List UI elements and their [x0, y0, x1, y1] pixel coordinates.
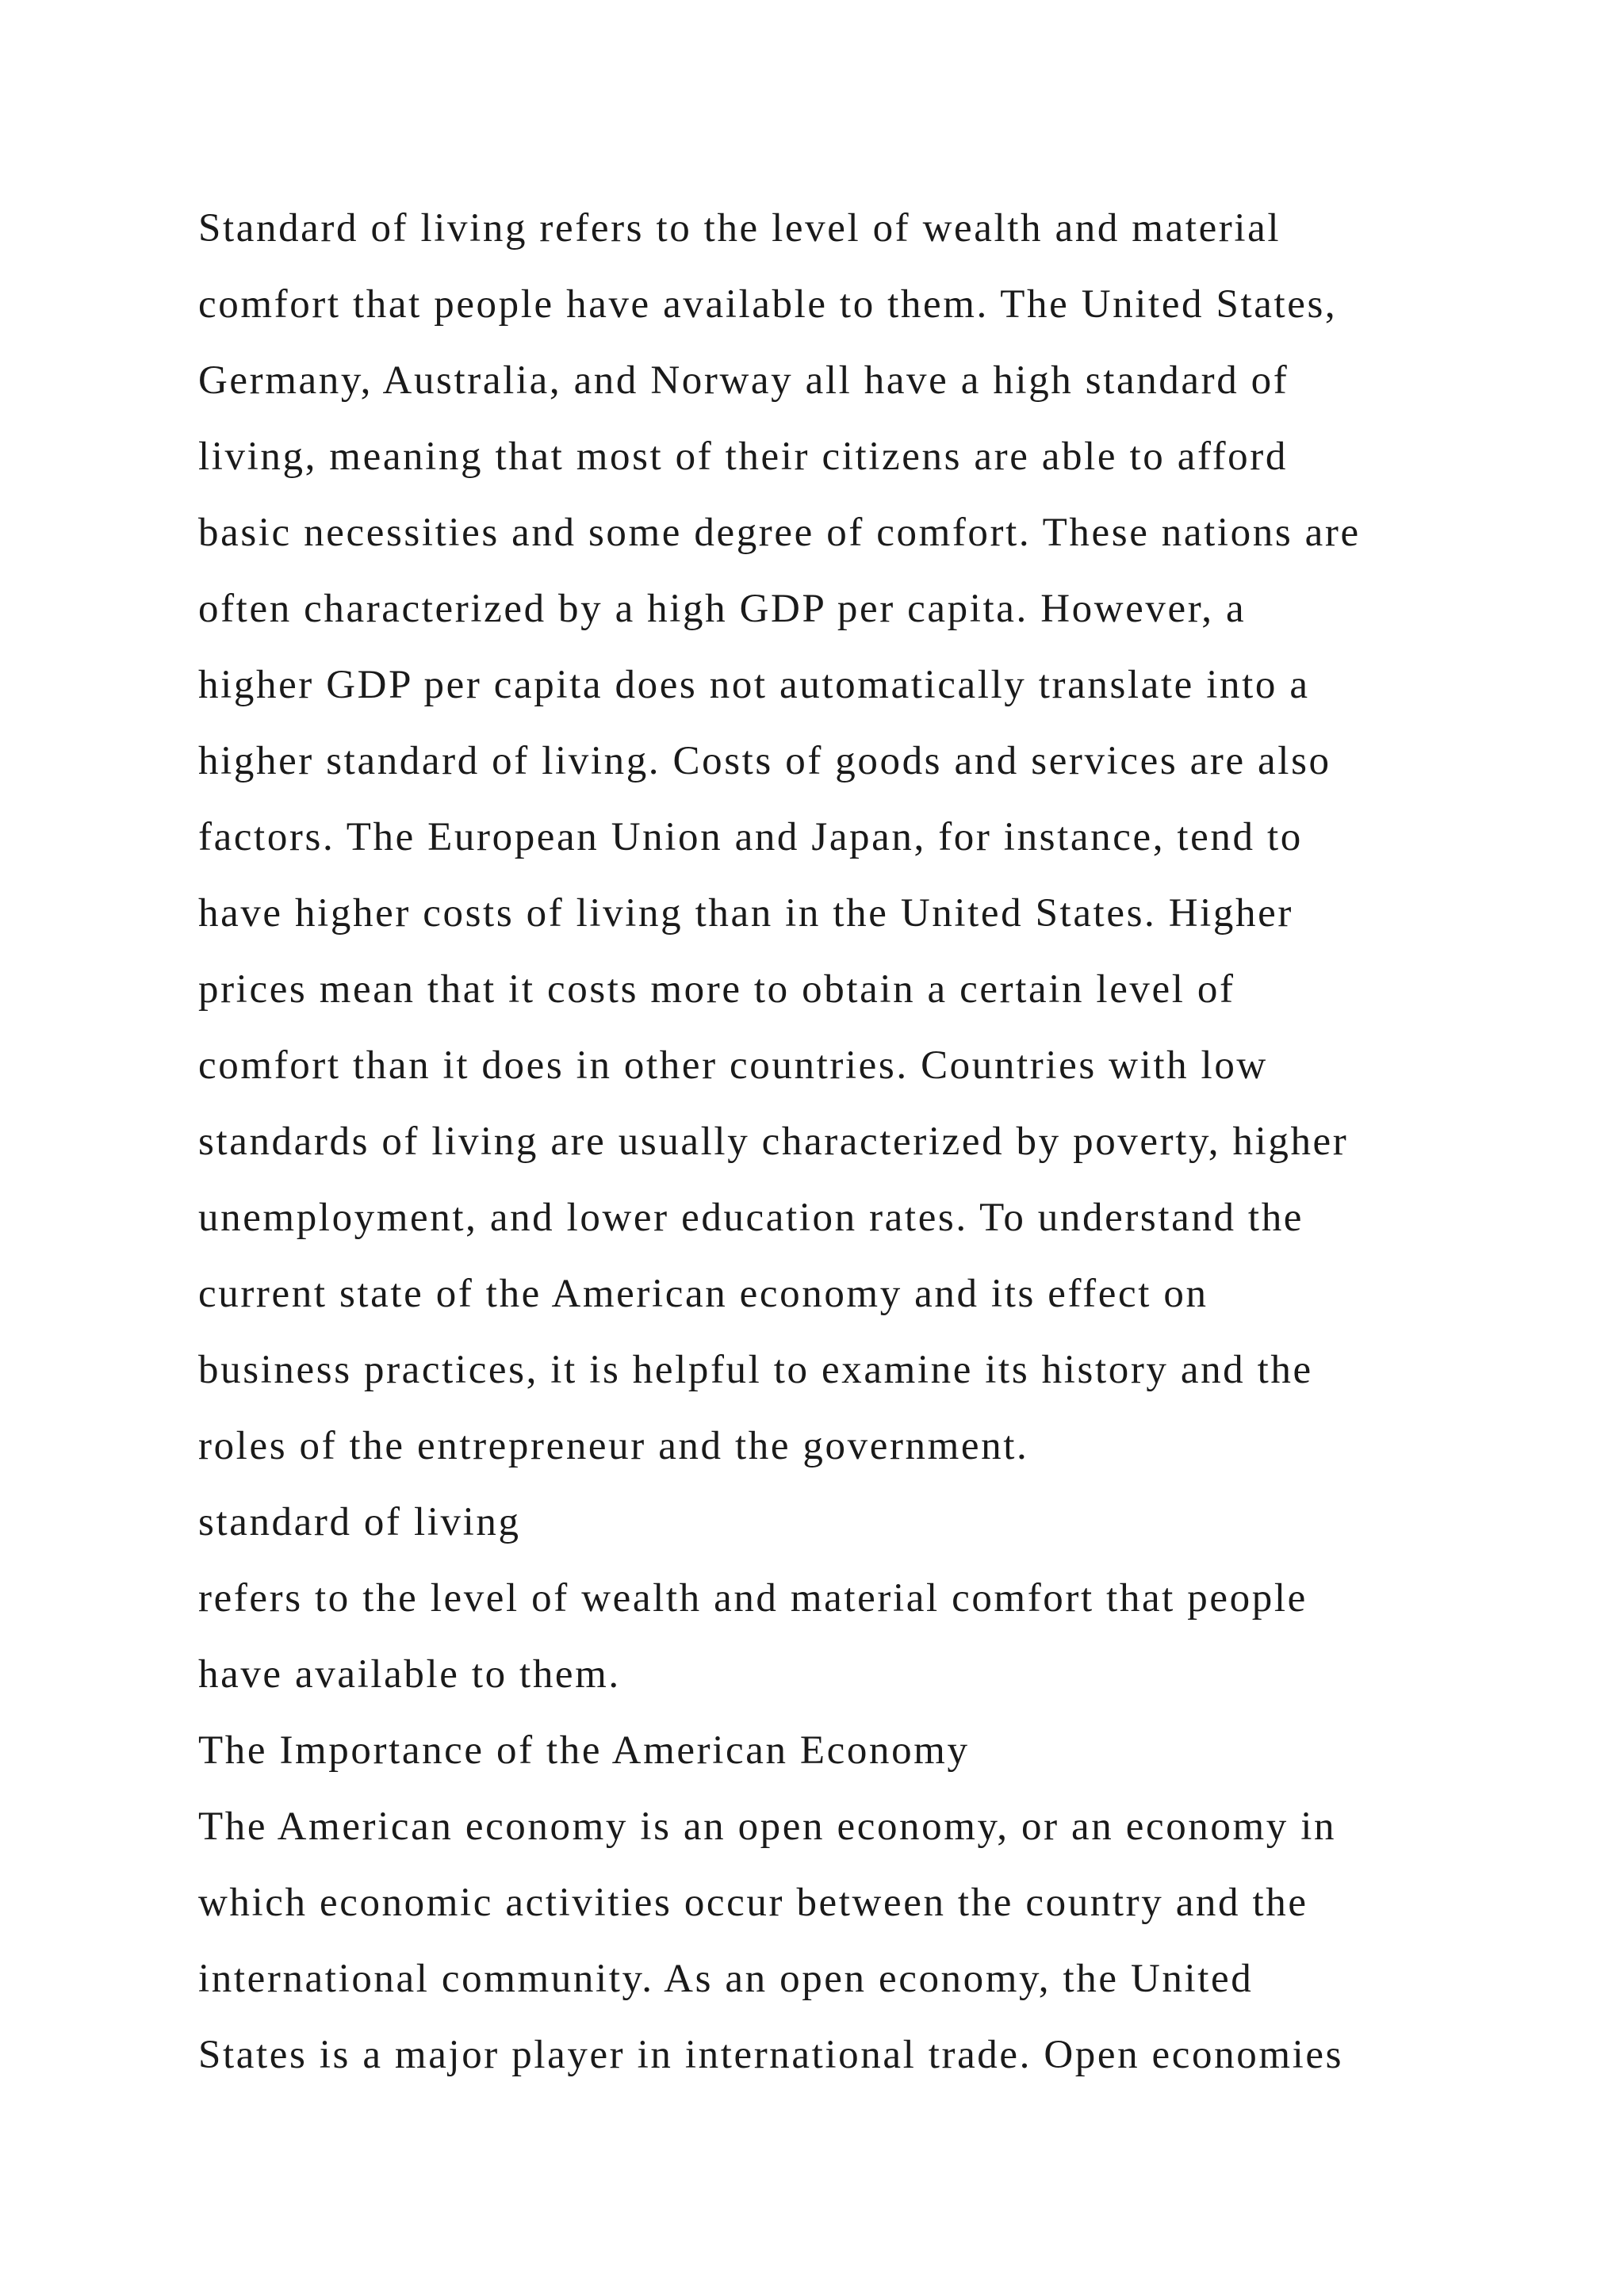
body-paragraph-line: Germany, Australia, and Norway all have a high standard of [198, 358, 1289, 403]
body-paragraph-line: comfort that people have available to them. The United States, [198, 282, 1338, 327]
body-paragraph-line: international community. As an open economy, the United [198, 1957, 1254, 2001]
body-paragraph-line: standards of living are usually characterized by poverty, higher [198, 1119, 1349, 1164]
body-paragraph-line: comfort than it does in other countries. Countries with low [198, 1043, 1268, 1088]
body-paragraph-line: living, meaning that most of their citizens are able to afford [198, 434, 1288, 479]
body-paragraph-line: current state of the American economy and its effect on [198, 1272, 1208, 1316]
body-paragraph-line: Standard of living refers to the level of wealth and material [198, 206, 1281, 251]
document-body [198, 190, 1515, 2093]
section-heading: The Importance of the American Economy [198, 1728, 970, 1773]
body-paragraph-line: basic necessities and some degree of comfort. These nations are [198, 511, 1361, 555]
body-paragraph-line: factors. The European Union and Japan, for instance, tend to [198, 815, 1303, 859]
body-paragraph-line: The American economy is an open economy, or an economy in [198, 1804, 1337, 1849]
body-paragraph-line: have higher costs of living than in the United States. Higher [198, 891, 1293, 936]
glossary-definition-line: refers to the level of wealth and material comfort that people [198, 1576, 1308, 1621]
body-paragraph-line: roles of the entrepreneur and the government. [198, 1424, 1029, 1468]
body-paragraph-line: which economic activities occur between the country and the [198, 1881, 1308, 1925]
body-paragraph-line: higher standard of living. Costs of goods and services are also [198, 739, 1331, 783]
glossary-term: standard of living [198, 1500, 521, 1544]
body-paragraph-line: States is a major player in international trade. Open economies [198, 2033, 1344, 2077]
body-paragraph-line: often characterized by a high GDP per capita. However, a [198, 587, 1247, 631]
glossary-definition-line: have available to them. [198, 1652, 621, 1697]
body-paragraph-line: business practices, it is helpful to examine its history and the [198, 1348, 1313, 1392]
body-paragraph-line: unemployment, and lower education rates. To understand the [198, 1196, 1304, 1240]
body-paragraph-line: prices mean that it costs more to obtain a certain level of [198, 967, 1235, 1012]
body-paragraph-line: higher GDP per capita does not automatically translate into a [198, 663, 1310, 707]
